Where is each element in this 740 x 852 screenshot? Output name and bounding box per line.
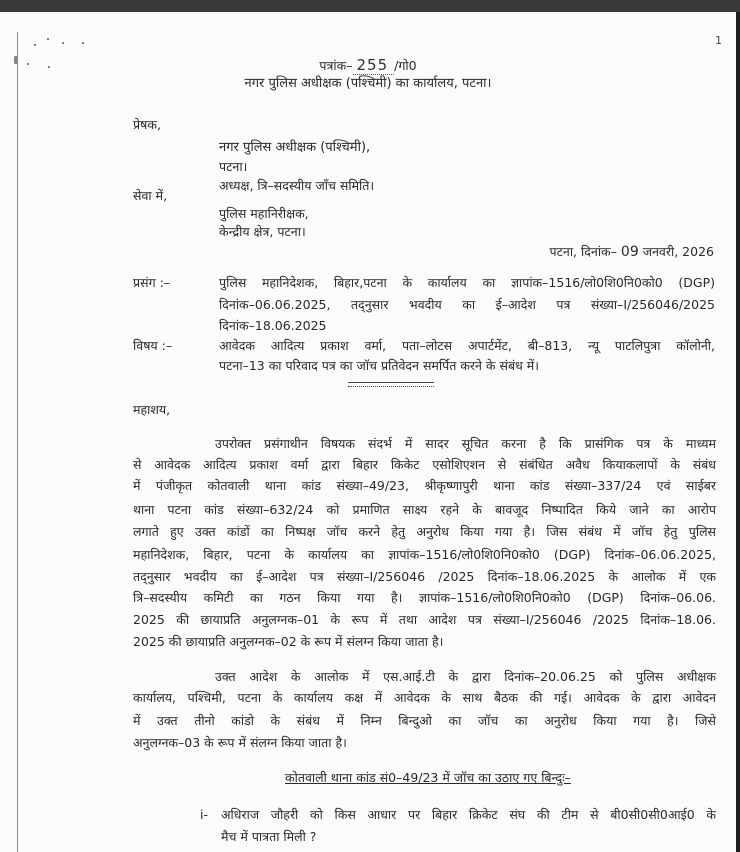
points-heading: कोतवाली थाना कांड सं0–49/23 में जॉच का उठाए गए बिन्दुः– xyxy=(285,770,571,785)
office-title: नगर पुलिस अधीक्षक (पश्चिमी) का कार्यालय, पटना। xyxy=(244,76,492,91)
paragraph-line: तद्नुसार भवदीय का ई–आदेश पत्र संख्या–I/256046 /2025 दिनांक–18.06.2025 के आलोक में एक xyxy=(133,569,716,584)
sender-line: पटना। xyxy=(219,159,248,174)
recipient-line: पुलिस महानिरीक्षक, xyxy=(219,206,309,221)
paragraph-line: उक्त आदेश के आलोक में एस.आई.टी के द्वारा दिनांक–20.06.25 को पुलिस अधीक्षक xyxy=(215,669,716,684)
paragraph-line: में पंजीकृत कोतवाली थाना कांड संख्या–49/23, श्रीकृष्णापुरी थाना कांड संख्या–337/24 एवं साईबर xyxy=(133,478,716,493)
date-prefix: पटना, दिनांक– xyxy=(549,244,617,259)
letter-number-label: पत्रांक– xyxy=(319,58,353,73)
paragraph-line: महानिदेशक, बिहार, पटना के कार्यालय का ज्ञापांक–1516/लो0शि0नि0को0 (DGP) दिनांक–06.06.2025, xyxy=(133,547,716,562)
paragraph-line: 2025 की छायाप्रति अनुलग्नक–01 के रूप में तथा आदेश पत्र संख्या–I/256046 /2025 दिनांक–18.06. xyxy=(133,612,716,627)
recipient-line: केन्द्रीय क्षेत्र, पटना। xyxy=(219,224,306,239)
salutation: महाशय, xyxy=(133,402,171,417)
paragraph-line: में उक्त तीनो कांडो के संबंध में निम्न बिन्दुओ का जॉच का अनुरोध किया गया है। जिसे xyxy=(133,713,716,728)
subject-line: पटना–13 का परिवाद पत्र का जॉच प्रतिवेदन समर्पित करने के संबंध में। xyxy=(219,358,539,373)
reference-line: दिनांक–18.06.2025 xyxy=(219,318,327,333)
letter-number-value: 255 xyxy=(353,56,395,75)
document-page xyxy=(0,12,736,852)
reference-label: प्रसंग :– xyxy=(133,275,171,290)
sender-line: नगर पुलिस अधीक्षक (पश्चिमी), xyxy=(219,140,371,155)
margin-line xyxy=(17,32,18,852)
paragraph-line: से आवेदक आदित्य प्रकाश वर्मा द्वारा बिहार किकेट एसोशिएशन से संबंधित अवैध कियाकलापों के संबंध xyxy=(133,457,716,472)
reference-line: पुलिस महानिदेशक, बिहार,पटना के कार्यालय का ज्ञापांक–1516/लो0शि0नि0को0 (DGP) xyxy=(219,275,715,290)
paragraph-line: अनुलग्नक–03 के रूप में संलग्न किया जाता है। xyxy=(133,735,347,750)
paragraph-line: थाना पटना कांड संख्या–632/24 को प्रमाणित साक्ष्य रहने के बावजूद निष्पादित किये जाने का आरोप xyxy=(133,502,716,517)
sender-line: अध्यक्ष, त्रि–सदस्यीय जाँच समिति। xyxy=(219,178,375,193)
paragraph-line: त्रि–सदस्यीय कमिटी का गठन किया गया है। ज्ञापांक–1516/लो0शि0नि0को0 (DGP) दिनांक–06.06. xyxy=(133,590,716,605)
page-number: 1 xyxy=(715,34,722,47)
point-marker: i- xyxy=(200,807,208,822)
sender-label: प्रेषक, xyxy=(133,117,161,132)
point-line: मैच में पात्रता मिली ? xyxy=(221,829,317,844)
date-rest: जनवरी, 2026 xyxy=(642,244,714,259)
reference-line: दिनांक–06.06.2025, तद्नुसार भवदीय का ई–आदेश पत्र संख्या–I/256046/2025 xyxy=(219,297,715,312)
point-line: अधिराज जौहरी को किस आधार पर बिहार क्रिकेट संघ की टीम से बी0सी0सी0आई0 के xyxy=(221,807,716,822)
subject-separator xyxy=(348,382,434,387)
paragraph-line: उपरोक्त प्रसंगाधीन विषयक संदर्भ में सादर सूचित करना है कि प्रासंगिक पत्र के माध्यम xyxy=(215,436,716,451)
subject-line: आवेदक आदित्य प्रकाश वर्मा, पता–लोटस अपार्टमेंट, बी–813, न्यू पाटलिपुत्रा कॉलोनी, xyxy=(219,338,715,353)
subject-label: विषय :– xyxy=(133,338,173,353)
letter-date xyxy=(549,244,714,260)
paragraph-line: लगाते हुए उक्त कांडों का निष्पक्ष जॉच करने हेतु अनुरोध किया गया है। जिस संबंध में जॉच हेतु पुलिस xyxy=(133,524,716,539)
recipient-label: सेवा में, xyxy=(133,188,168,203)
viewer-edge xyxy=(736,12,740,852)
paragraph-line: 2025 की छायाप्रति अनुलग्नक–02 के रूप में संलग्न किया जाता है। xyxy=(133,634,444,649)
date-day: 09 xyxy=(620,244,639,260)
letter-number-suffix: /गो0 xyxy=(394,58,417,73)
paragraph-line: कार्यालय, पश्चिमी, पटना के कार्यालय कक्ष में आवेदक के साथ बैठक की गई। आवेदक के द्वारा आवेदन xyxy=(133,690,716,705)
letter-number xyxy=(0,57,736,74)
